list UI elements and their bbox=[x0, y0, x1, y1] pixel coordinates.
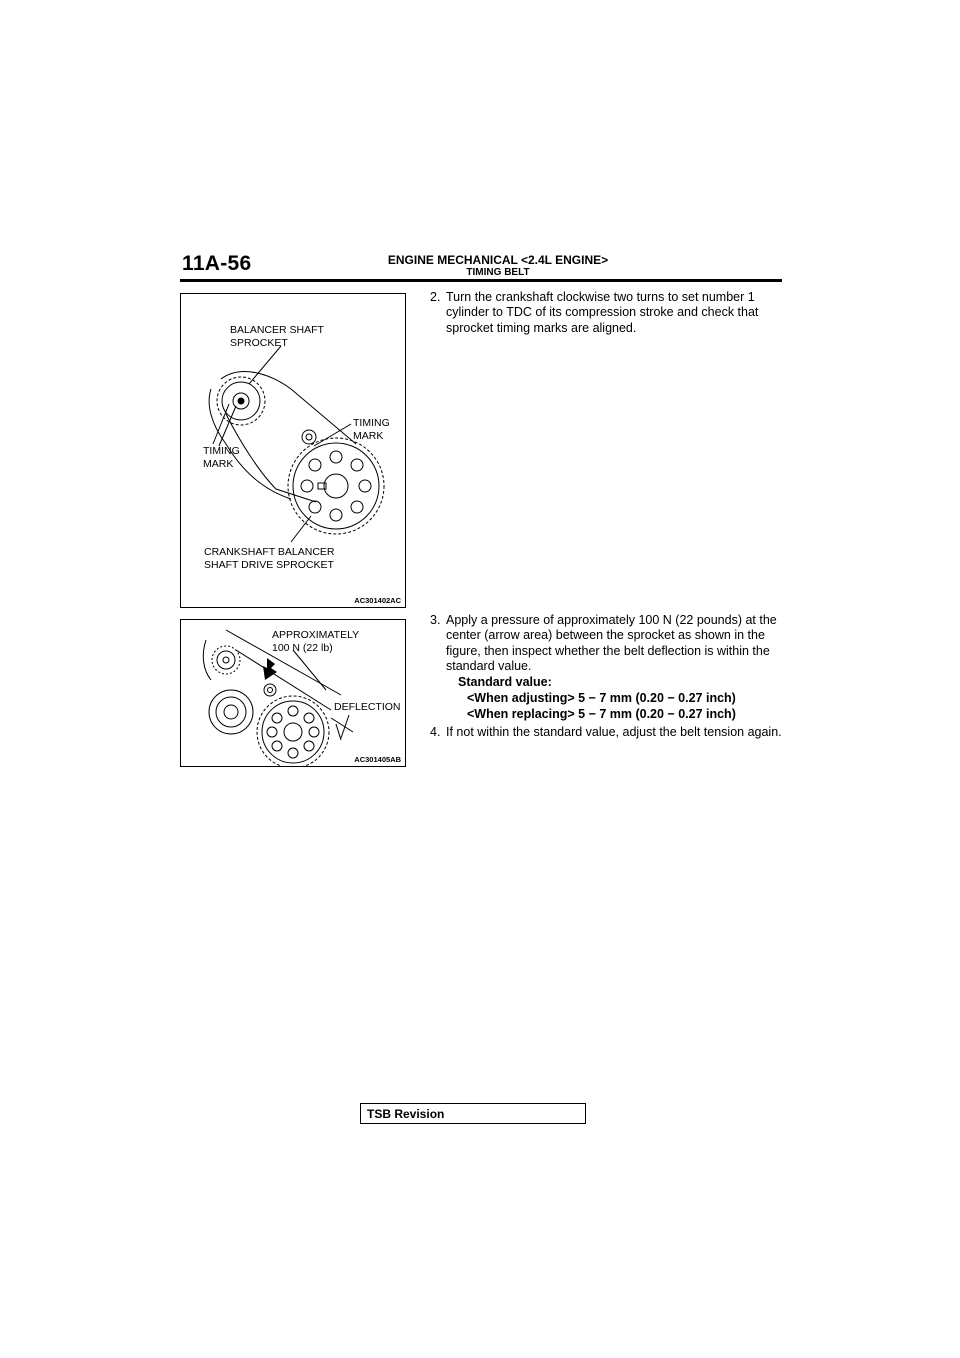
standard-value-replacing: <When replacing> 5 − 7 mm (0.20 − 0.27 inch) bbox=[467, 707, 736, 721]
label-balancer-line2: SPROCKET bbox=[230, 337, 288, 349]
page-number: 11A-56 bbox=[182, 252, 252, 275]
step-3 bbox=[430, 613, 790, 675]
step-4 bbox=[430, 725, 790, 740]
figure-belt-deflection bbox=[180, 619, 406, 767]
standard-value-label: Standard value: bbox=[458, 675, 552, 689]
tsb-revision-box: TSB Revision bbox=[360, 1103, 586, 1124]
step-text: Apply a pressure of approximately 100 N (22 pounds) at the center (arrow area) between the sprocket as shown in the figure, then inspect whether the belt deflection is within the standard value. bbox=[446, 613, 777, 674]
label-timing-left-line2: MARK bbox=[203, 458, 234, 470]
step-number: 2. bbox=[430, 290, 441, 304]
figure-id: AC301402AC bbox=[354, 596, 401, 605]
header-rule bbox=[180, 279, 782, 282]
step-text: If not within the standard value, adjust the belt tension again. bbox=[446, 725, 782, 739]
label-crankshaft-line2: SHAFT DRIVE SPROCKET bbox=[204, 559, 334, 571]
label-force-line2: 100 N (22 lb) bbox=[272, 642, 333, 654]
label-crankshaft-line1: CRANKSHAFT BALANCER bbox=[204, 546, 335, 558]
step-number: 3. bbox=[430, 613, 441, 627]
section-title: ENGINE MECHANICAL <2.4L ENGINE> bbox=[387, 253, 609, 267]
label-timing-left-line1: TIMING bbox=[203, 445, 240, 457]
step-2 bbox=[430, 290, 790, 336]
label-deflection: DEFLECTION bbox=[334, 701, 401, 713]
label-force-line1: APPROXIMATELY bbox=[272, 629, 360, 641]
label-timing-right-line2: MARK bbox=[353, 430, 384, 442]
figure-id: AC301405AB bbox=[354, 755, 401, 764]
standard-value-adjusting: <When adjusting> 5 − 7 mm (0.20 − 0.27 inch) bbox=[467, 691, 736, 705]
step-number: 4. bbox=[430, 725, 441, 739]
step-text: Turn the crankshaft clockwise two turns to set number 1 cylinder to TDC of its compression stroke and check that sprocket timing marks are aligned. bbox=[446, 290, 759, 335]
label-timing-right-line1: TIMING bbox=[353, 417, 390, 429]
section-subtitle: TIMING BELT bbox=[466, 267, 530, 278]
figure-timing-marks bbox=[180, 293, 406, 608]
label-balancer-line1: BALANCER SHAFT bbox=[230, 324, 324, 336]
